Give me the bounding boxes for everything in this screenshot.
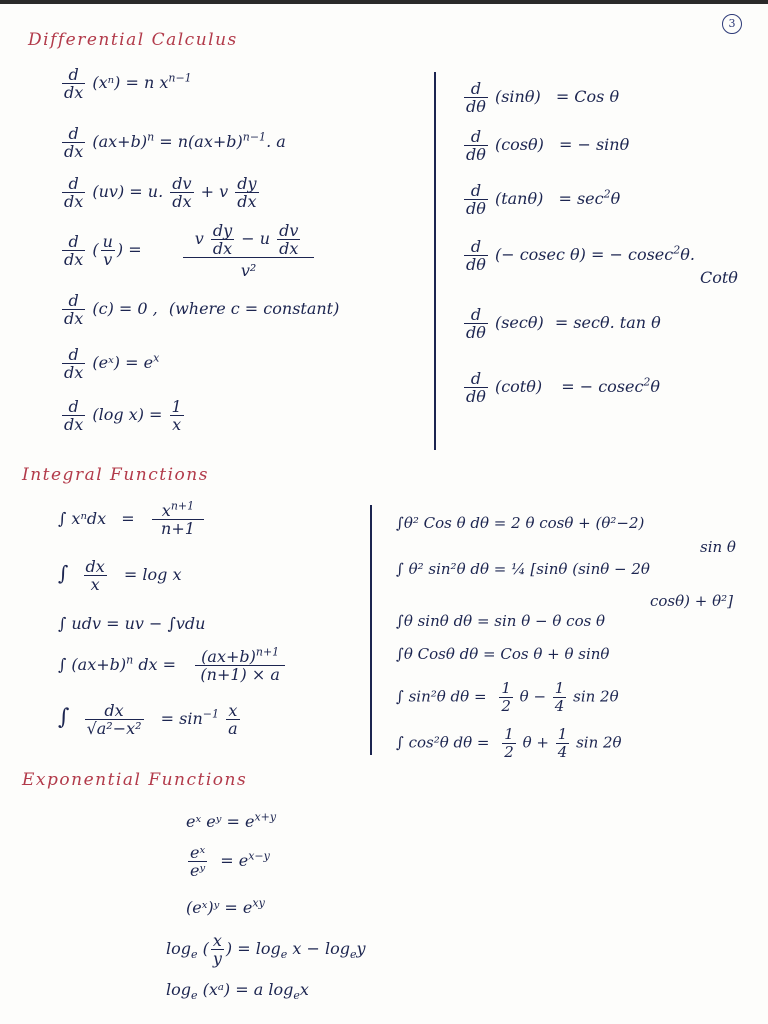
diff-left-row-4: $\frac{d}{dx}$ ( $\frac{u}{v}$ ) = v $\frac{dy}{dx}$ − u $\frac{dv}{dx}$ v²	[60, 222, 316, 279]
page-number-circle: 3	[722, 14, 742, 34]
diff-left-row-2: $\frac{d}{dx}$ $(ax+b)^n = n(ax+b)^{n-1}$. a	[64, 124, 286, 161]
int-left-row-3: ∫ udv = uv − ∫vdu	[58, 614, 206, 633]
diff-right-row-4-cont: Cotθ	[700, 268, 738, 287]
int-left-row-2: ∫ $\frac{dx}{x}$ = log x	[58, 557, 182, 594]
int-right-row-5: ∫ sin²θ dθ = $\frac{1}{2}$ θ − $\frac{1}{4}$ sin 2θ	[396, 679, 619, 715]
int-right-row-1: ∫θ² Cos θ dθ = 2 θ cosθ + (θ²−2)	[396, 514, 645, 532]
int-left-row-5: ∫ $\frac{dx}{\text{√a²−x²}}$ = $\sin^{-1}$ $\frac{x}{a}$	[58, 701, 238, 738]
int-right-row-2-cont: cosθ) + θ²]	[650, 592, 734, 610]
diff-left-row-5: $\frac{d}{dx}$ (c) = 0 , (where c = constant)	[64, 291, 340, 328]
exp-row-3: (eˣ)ʸ = $e^{xy}$	[186, 896, 265, 917]
diff-right-row-6: $\frac{d}{d\theta}$ (cotθ) = − cosec$^2$θ	[466, 369, 661, 406]
int-left-row-1: ∫ xⁿdx = $\frac{x^{n+1}}{n+1}$	[58, 502, 206, 537]
int-right-row-6: ∫ cos²θ dθ = $\frac{1}{2}$ θ + $\frac{1}{4}$ sin 2θ	[396, 725, 622, 761]
integral-column-divider	[370, 505, 372, 755]
int-right-row-4: ∫θ Cosθ dθ = Cos θ + θ sinθ	[396, 645, 610, 663]
diff-column-divider	[434, 72, 436, 450]
diff-left-row-7: $\frac{d}{dx}$ (log x) = $\frac{1}{x}$	[64, 397, 182, 434]
diff-left-row-1: $\frac{d}{dx}$ (xⁿ) = n $x^{n-1}$	[64, 65, 192, 102]
int-right-row-1-cont: sin θ	[700, 538, 736, 556]
diff-right-row-4: $\frac{d}{d\theta}$ (− cosec θ) = − cosec$^2$θ.	[466, 237, 695, 274]
int-right-row-2: ∫ θ² sin²θ dθ = ¼ [sinθ (sinθ − 2θ	[396, 560, 650, 578]
exp-row-2: $\frac{\text{eˣ}}{\text{eʸ}}$ = $e^{x-y}$	[190, 843, 270, 880]
exp-row-4: $\log_e$ ( $\frac{x}{y}$ ) = $\log_e x - \log_ey$	[166, 931, 366, 968]
scan-edge	[0, 0, 768, 4]
int-left-row-4: ∫ $(ax+b)^n$ dx = $\frac{(ax+b)^{n+1}}{(n+1) \times a}$	[58, 648, 287, 683]
heading-differential: Differential Calculus	[28, 30, 238, 50]
diff-right-row-5: $\frac{d}{d\theta}$ (secθ) = secθ. tan θ	[466, 305, 661, 342]
int-right-row-3: ∫θ sinθ dθ = sin θ − θ cos θ	[396, 612, 606, 630]
diff-left-row-6: $\frac{d}{dx}$ (eˣ) = $e^x$	[64, 345, 160, 382]
heading-exponential: Exponential Functions	[22, 770, 248, 790]
diff-left-row-3: $\frac{d}{dx}$ (uv) = u. $\frac{dv}{dx}$ + v $\frac{dy}{dx}$	[64, 174, 257, 211]
exp-row-1: eˣ eʸ = $e^{x+y}$	[186, 810, 277, 831]
diff-right-row-1: $\frac{d}{d\theta}$ (sinθ) = Cos θ	[466, 79, 620, 116]
diff-right-row-2: $\frac{d}{d\theta}$ (cosθ) = − sinθ	[466, 127, 630, 164]
exp-row-5: $\log_e$ (xᵃ) = a $\log_ex$	[166, 980, 309, 1003]
heading-integral: Integral Functions	[22, 465, 209, 485]
diff-right-row-3: $\frac{d}{d\theta}$ $(\tan\theta) = \sec^2\theta$	[466, 181, 621, 218]
